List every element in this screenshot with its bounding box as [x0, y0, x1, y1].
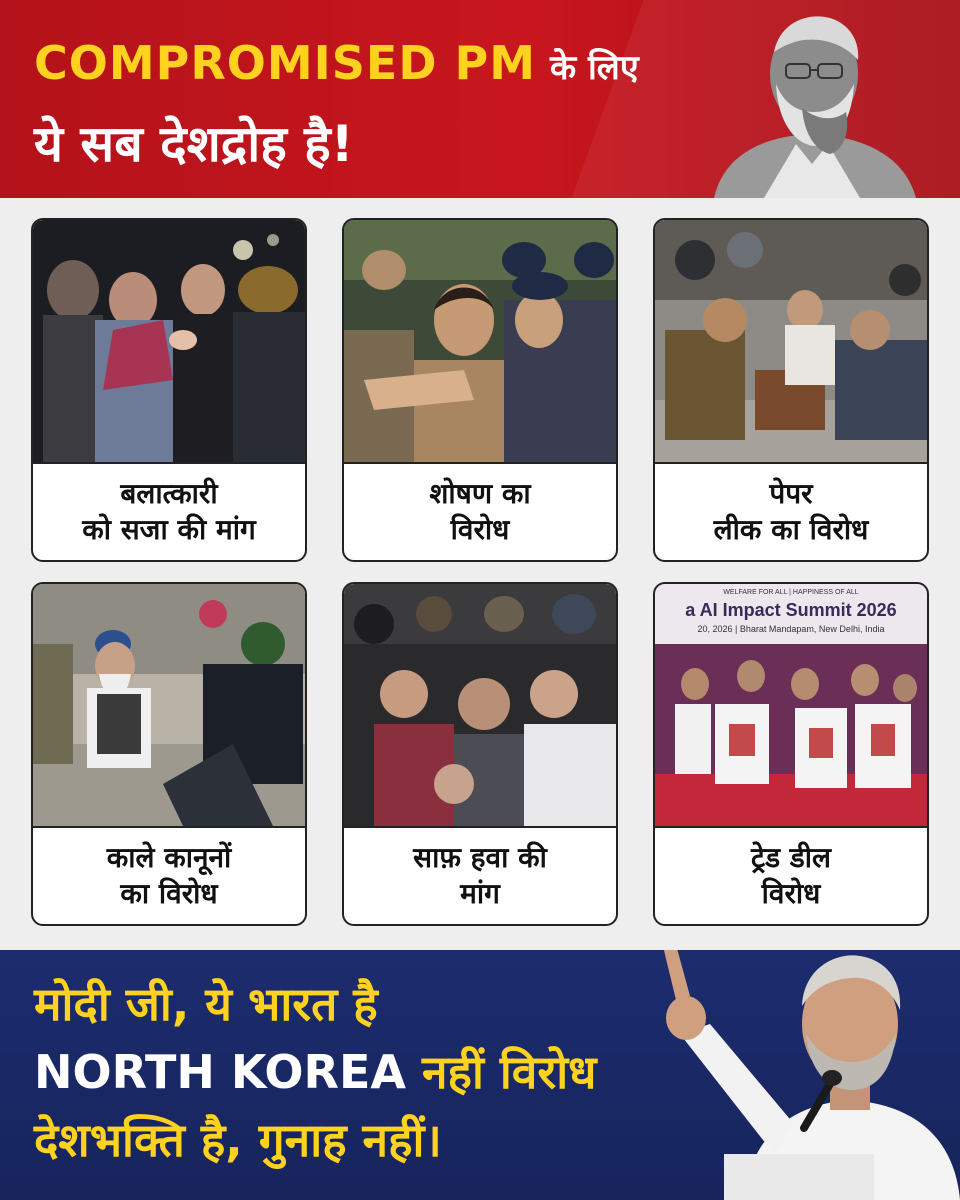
banner-sub-text: 20, 2026 | Bharat Mandapam, New Delhi, India	[697, 624, 885, 634]
card-clean-air-demand	[342, 582, 618, 926]
card-paper-leak-protest	[653, 218, 929, 562]
card-trade-deal-protest	[653, 582, 929, 926]
footer-line-2-hindi: नहीं विरोध	[422, 1045, 597, 1099]
protest-photo	[33, 220, 305, 464]
card-exploitation-protest	[342, 218, 618, 562]
card-caption	[33, 464, 305, 560]
banner-top-text: WELFARE FOR ALL | HAPPINESS OF ALL	[723, 589, 859, 596]
title-english: COMPROMISED PM	[34, 36, 537, 90]
card-caption	[33, 828, 305, 924]
leader-speaking-image	[624, 950, 960, 1200]
card-caption	[655, 828, 927, 924]
caption-line-2: को सजा की मांग	[82, 513, 256, 546]
footer-band	[0, 950, 960, 1200]
footer-north-korea: NORTH KOREA	[34, 1045, 406, 1099]
protest-photo	[33, 584, 305, 828]
protest-photo	[655, 220, 927, 464]
pm-portrait-image	[704, 4, 922, 198]
banner-main-text: a AI Impact Summit 2026	[685, 600, 897, 620]
title-hindi-small: के लिए	[550, 48, 639, 88]
caption-line-2: मांग	[460, 877, 500, 910]
card-caption	[344, 464, 616, 560]
title-line-1	[34, 36, 639, 90]
caption-line-1: पेपर	[769, 476, 813, 510]
protest-photo	[655, 584, 927, 828]
title-line-2: ये सब देशद्रोह है!	[34, 115, 354, 173]
footer-line-1: मोदी जी, ये भारत है	[34, 977, 378, 1031]
caption-line-2: का विरोध	[120, 877, 218, 910]
protest-grid	[0, 198, 960, 950]
footer-line-3: देशभक्ति है, गुनाह नहीं।	[34, 1113, 442, 1167]
caption-line-1: साफ़ हवा की	[413, 840, 547, 874]
caption-line-2: लीक का विरोध	[713, 513, 869, 546]
caption-line-1: बलात्कारी	[120, 476, 218, 510]
caption-line-1: शोषण का	[429, 476, 531, 510]
card-caption	[344, 828, 616, 924]
footer-line-2	[34, 1040, 596, 1102]
caption-line-2: विरोध	[761, 877, 821, 910]
card-black-laws-protest	[31, 582, 307, 926]
card-caption	[655, 464, 927, 560]
caption-line-1: ट्रेड डील	[750, 840, 832, 874]
caption-line-1: काले कानूनों	[106, 840, 232, 874]
protest-photo	[344, 220, 616, 464]
protest-photo	[344, 584, 616, 828]
card-rape-justice	[31, 218, 307, 562]
caption-line-2: विरोध	[450, 513, 510, 546]
header-band	[0, 0, 960, 198]
